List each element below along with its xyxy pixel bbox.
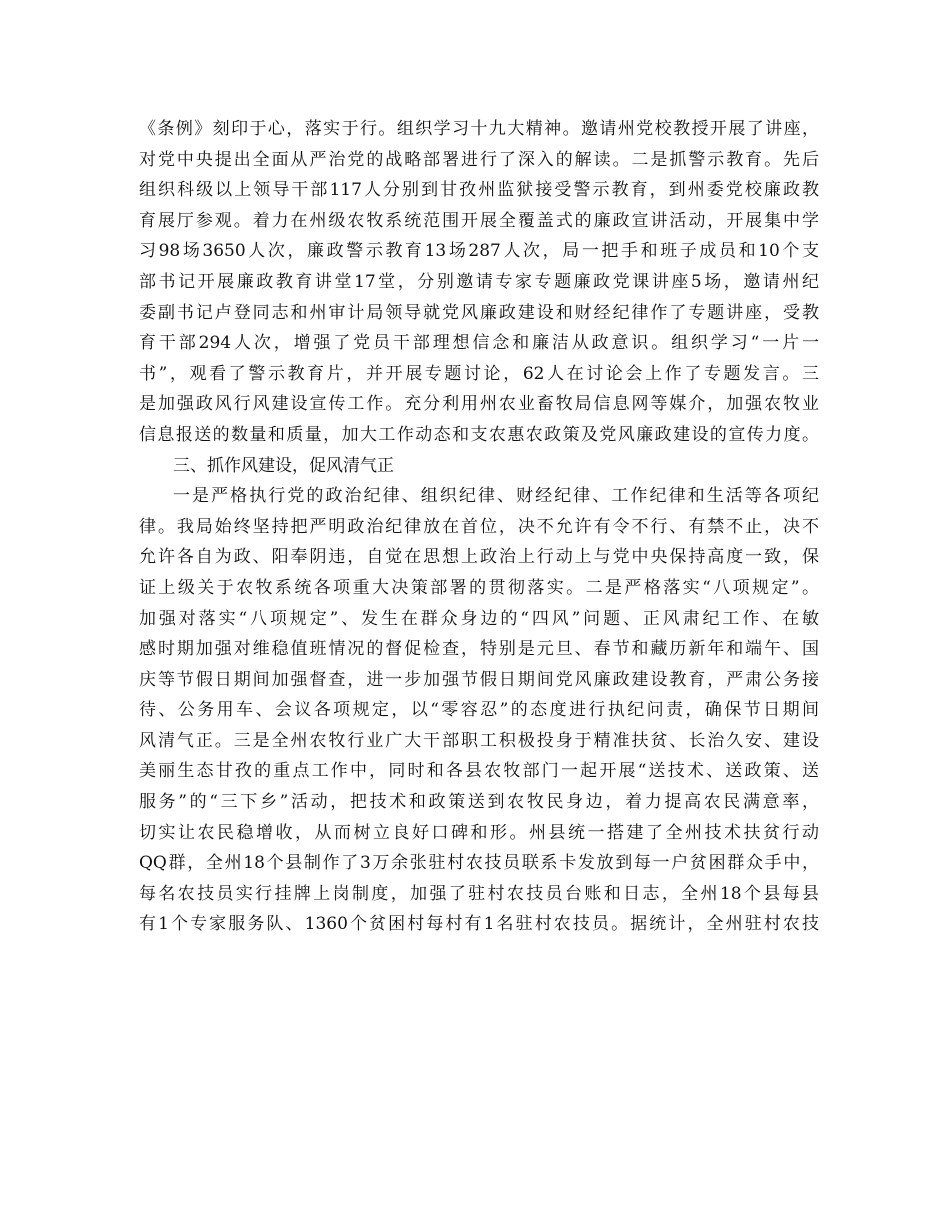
body-text-line: 切实让农民稳增收，从而树立良好口碑和形。州县统一搭建了全州技术扶贫行动 xyxy=(139,822,819,843)
section-heading: 三、抓作风建设，促风清气正 xyxy=(173,455,394,476)
body-text-line: 证上级关于农牧系统各项重大决策部署的贯彻落实。二是严格落实“八项规定”。 xyxy=(139,577,819,598)
body-text-line: 每名农技员实行挂牌上岗制度，加强了驻村农技员台账和日志，全州18个县每县 xyxy=(139,883,819,904)
paragraph-first-line: 一是严格执行党的政治纪律、组织纪律、财经纪律、工作纪律和生活等各项纪 xyxy=(173,486,819,507)
body-text-line: 庆等节假日期间加强督查，进一步加强节假日期间党风廉政建设教育，严肃公务接 xyxy=(139,669,819,690)
document-page xyxy=(139,114,819,940)
body-text-line: 是加强政风行风建设宣传工作。充分利用州农业畜牧局信息网等媒介，加强农牧业 xyxy=(139,394,819,415)
body-text-line: 加强对落实“八项规定”、发生在群众身边的“四风”问题、正风肃纪工作、在敏 xyxy=(139,608,819,629)
body-text-line: 《条例》刻印于心，落实于行。组织学习十九大精神。邀请州党校教授开展了讲座， xyxy=(139,119,819,139)
body-text-line: 习98场3650人次，廉政警示教育13场287人次，局一把手和班子成员和10个支 xyxy=(139,241,819,262)
body-text-line: 对党中央提出全面从严治党的战略部署进行了深入的解读。二是抓警示教育。先后 xyxy=(139,149,819,170)
body-text-line: 感时期加强对维稳值班情况的督促检查，特别是元旦、春节和藏历新年和端午、国 xyxy=(139,639,819,660)
body-text-line: 律。我局始终坚持把严明政治纪律放在首位，决不允许有令不行、有禁不止，决不 xyxy=(139,516,819,537)
body-text-line: 待、公务用车、会议各项规定，以“零容忍”的态度进行执纪问责，确保节日期间 xyxy=(139,700,819,721)
body-text-line: 信息报送的数量和质量，加大工作动态和支农惠农政策及党风廉政建设的宣传力度。 xyxy=(139,424,819,445)
body-text-line: 育展厅参观。着力在州级农牧系统范围开展全覆盖式的廉政宣讲活动，开展集中学 xyxy=(139,210,819,231)
body-text-line: 有1个专家服务队、1360个贫困村每村有1名驻村农技员。据统计，全州驻村农技 xyxy=(139,914,819,935)
body-text-line: 美丽生态甘孜的重点工作中，同时和各县农牧部门一起开展“送技术、送政策、送 xyxy=(139,761,819,782)
body-text-line: 委副书记卢登同志和州审计局领导就党风廉政建设和财经纪律作了专题讲座，受教 xyxy=(139,302,819,323)
body-text-line: 育干部294人次，增强了党员干部理想信念和廉洁从政意识。组织学习“一片一 xyxy=(139,333,819,354)
body-text-line: 书”，观看了警示教育片，并开展专题讨论，62人在讨论会上作了专题发言。三 xyxy=(139,363,819,384)
body-text-line: QQ群，全州18个县制作了3万余张驻村农技员联系卡发放到每一户贫困群众手中， xyxy=(139,853,819,874)
body-text-line: 允许各自为政、阳奉阴违，自觉在思想上政治上行动上与党中央保持高度一致，保 xyxy=(139,547,819,568)
body-text-line: 风清气正。三是全州农牧行业广大干部职工积极投身于精准扶贫、长治久安、建设 xyxy=(139,730,819,751)
body-text-line: 部书记开展廉政教育讲堂17堂，分别邀请专家专题廉政党课讲座5场，邀请州纪 xyxy=(139,271,819,292)
body-text-line: 组织科级以上领导干部117人分别到甘孜州监狱接受警示教育，到州委党校廉政教 xyxy=(139,180,819,201)
body-text-line: 服务”的“三下乡”活动，把技术和政策送到农牧民身边，着力提高农民满意率， xyxy=(139,792,819,813)
